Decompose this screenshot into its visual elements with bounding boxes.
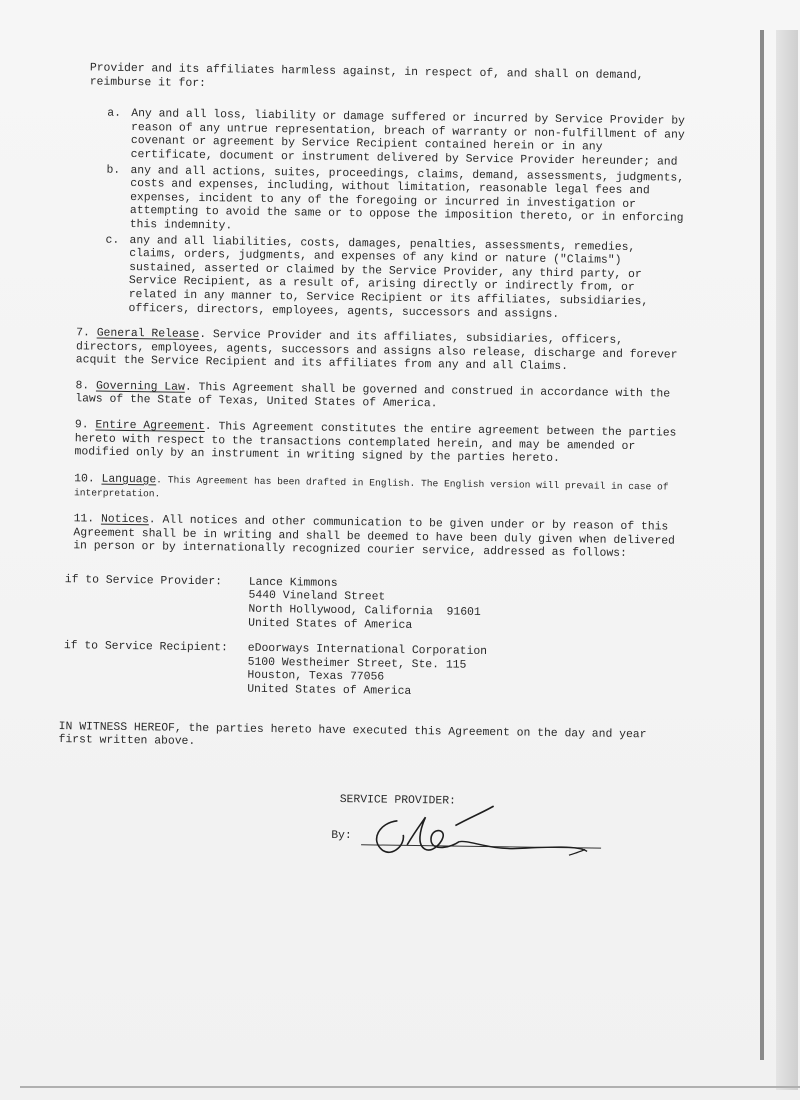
page-edge-shadow (760, 30, 764, 1060)
section-governing-law (75, 380, 685, 416)
section-title: Governing Law (95, 380, 185, 394)
handwritten-signature (359, 800, 600, 863)
clause-c (105, 234, 687, 324)
section-body: . This Agreement shall be governed and construed in accordance with the laws of the State of Texas, United States of America. (75, 381, 671, 411)
address-lines (248, 576, 481, 634)
section-body: . This Agreement constitutes the entire agreement between the parties hereto with respect to the transactions contemplated herein, and may be amended or modified only by an instrument in writing signed by the parties hereto. (74, 421, 677, 466)
section-body: . This Agreement has been drafted in English. The English version will prevail in case of interpretation. (73, 474, 669, 500)
address-line: Lance Kimmons (248, 576, 338, 590)
section-language (74, 472, 684, 510)
section-general-release (76, 327, 687, 376)
document-body (49, 62, 690, 868)
section-number: 9. (74, 419, 89, 432)
signature-block (331, 793, 680, 869)
clause-b (106, 164, 689, 241)
address-line: eDoorways International Corporation (247, 642, 488, 659)
address-service-recipient (63, 640, 682, 703)
section-title: Notices (100, 513, 149, 527)
witness-paragraph: IN WITNESS HEREOF, the parties hereto have executed this Agreement on the day and year first written above. (58, 720, 647, 749)
signature-heading: SERVICE PROVIDER: (339, 793, 457, 808)
address-line: United States of America (248, 617, 413, 632)
address-service-provider (64, 574, 683, 637)
address-lines (247, 643, 487, 701)
address-line: North Hollywood, California 91601 (248, 603, 481, 619)
section-number: 7. (76, 327, 90, 340)
section-number: 10. (74, 473, 95, 486)
address-label: if to Service Provider: (64, 573, 223, 589)
clause-text: any and all liabilities, costs, damages, penalties, assessments, remedies, claims, orders, judgments, and expenses of any kind or nature ("Claims") sustained, asserted or claimed by the Service Provider, any third party, or Service Recipient, as a result of, arising directly or indirectly from, or related in any manner to, Service Recipient or its affiliates, subsidiaries, officers, directors, employees, agents, successors and assigns. (128, 234, 649, 321)
address-label: if to Service Recipient: (63, 640, 228, 655)
page-edge-bottom (20, 1086, 800, 1088)
clause-letter: b. (106, 164, 121, 177)
section-body: . All notices and other communication to be given under or by reason of this Agreement shall be in writing and shall be deemed to have been duly given when delivered in person or by internationally recognized courier service, addressed as follows: (73, 514, 675, 561)
page-edge-margin (776, 30, 798, 1090)
clause-a (107, 107, 690, 170)
section-title: Language (101, 473, 157, 487)
signature-by-label: By: (331, 829, 352, 842)
section-body: . Service Provider and its affiliates, subsidiaries, officers, directors, employees, agents, successors and assigns also release, discharge and forever acquit the Service Recipient and its affiliates from any and all Claims. (75, 329, 678, 374)
address-line: 5100 Westheimer Street, Ste. 115 (247, 656, 467, 672)
section-notices (73, 513, 684, 562)
section-title: General Release (96, 327, 200, 342)
address-line: 5440 Vineland Street (248, 590, 386, 604)
clause-text: any and all actions, suites, proceedings, claims, demand, assessments, judgments, costs and expenses, including, without limitation, reasonable legal fees and expenses, incident to any of the foregoing or incurred in investigation or attempting to avoid the same or to oppose the imposition thereto, or in enforcing this indemnity. (129, 164, 685, 233)
section-number: 8. (75, 380, 90, 393)
clause-text: Any and all loss, liability or damage suffered or incurred by Service Provider by reason of any untrue representation, breach of warranty or non-fulfillment of any covenant or agreement by Service Recipient contained herein or in any certificate, document or instrument delivered by Service Provider hereunder; and (130, 108, 685, 169)
intro-paragraph: Provider and its affiliates harmless against, in respect of, and shall on demand, reimburse it for: (89, 62, 644, 90)
clause-letter: c. (105, 234, 120, 247)
address-line: Houston, Texas 77056 (247, 670, 385, 684)
section-title: Entire Agreement (95, 419, 205, 434)
section-entire-agreement (74, 419, 685, 468)
address-line: United States of America (247, 683, 412, 698)
clause-letter: a. (107, 107, 122, 121)
section-number: 11. (73, 513, 95, 526)
